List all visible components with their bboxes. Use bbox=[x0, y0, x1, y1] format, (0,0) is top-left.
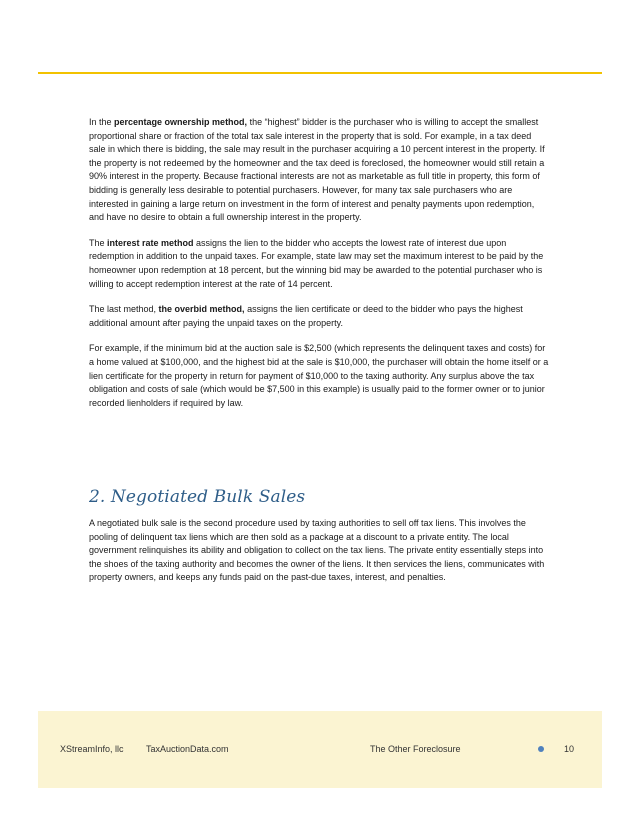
text: assigns the lien certificate or deed to the bidder who pays the highest additional amount after paying the unpaid taxes on the property. bbox=[89, 304, 523, 328]
footer-company: XStreamInfo, llc bbox=[60, 744, 124, 754]
text: The bbox=[89, 237, 108, 248]
text: the “highest” bidder is the purchaser who is willing to accept the smallest proportional share or fraction of the total tax sale interest in the property that is sold. For example, in a tax deed sale in which there is bidding, the sale may result in the purchaser acquiring a 10 percent interest in the property. If the property is not redeemed by the homeowner and the tax deed is foreclosed, the homeowner would still retain a 90% interest in the property. Because fractional interests are not as marketable as full title in property, this form of bidding is generally less desirable to potential purchasers. However, for many tax sale purchasers who are interested in gaining a large return on investment in the form of interest and penalty payments upon redemption, and have no desire to obtain a full ownership interest in the property. bbox=[89, 117, 545, 223]
paragraph-percentage-ownership bbox=[89, 116, 549, 225]
footer-site: TaxAuctionData.com bbox=[146, 744, 229, 754]
text: In the bbox=[89, 117, 115, 127]
term-overbid: the overbid method, bbox=[158, 304, 245, 315]
footer bbox=[38, 711, 602, 788]
paragraph-overbid bbox=[89, 303, 549, 330]
header-rule bbox=[38, 72, 602, 74]
text: The last method, bbox=[89, 304, 159, 315]
page-number: 10 bbox=[564, 744, 575, 754]
section-heading: 2. Negotiated Bulk Sales bbox=[89, 487, 306, 507]
footer-title: The Other Foreclosure bbox=[370, 744, 461, 754]
text: assigns the lien to the bidder who accepts the lowest rate of interest due upon redemption in addition to the unpaid taxes. For example, state law may set the maximum interest to be paid by the homeowner upon redemption at 18 percent, but the winning bid may be awarded to the potential purchaser who is willing to accept redemption interest at the rate of 14 percent. bbox=[89, 237, 544, 289]
paragraph-example: For example, if the minimum bid at the auction sale is $2,500 (which represents the delinquent taxes and costs) for a home valued at $100,000, and the highest bid at the sale is $10,000, the purchaser will obtain the home itself or a lien certificate for the property in return for payment of $10,000 to the taxing authority. Any surplus above the tax obligation and costs of sale (which would be $7,500 in this example) is usually paid to the former owner or to junior recorded lienholders if required by law. bbox=[89, 343, 549, 408]
term-interest-rate: interest rate method bbox=[107, 237, 194, 248]
section-body: A negotiated bulk sale is the second procedure used by taxing authorities to sell off tax liens. This involves the pooling of delinquent tax liens which are then sold as a package at a discount to a private entity. The local government relinquishes its ability and obligation to collect on the tax liens. The private entity essentially steps into the shoes of the taxing authority and becomes the owner of the liens. It then services the liens, communicates with property owners, and keeps any funds paid on the past-due taxes, interest, and penalties. bbox=[89, 518, 545, 583]
paragraph-interest-rate bbox=[89, 237, 549, 291]
bullet-icon bbox=[538, 746, 544, 752]
term-percentage-ownership: percentage ownership method, bbox=[114, 117, 248, 127]
body-text bbox=[89, 116, 549, 422]
